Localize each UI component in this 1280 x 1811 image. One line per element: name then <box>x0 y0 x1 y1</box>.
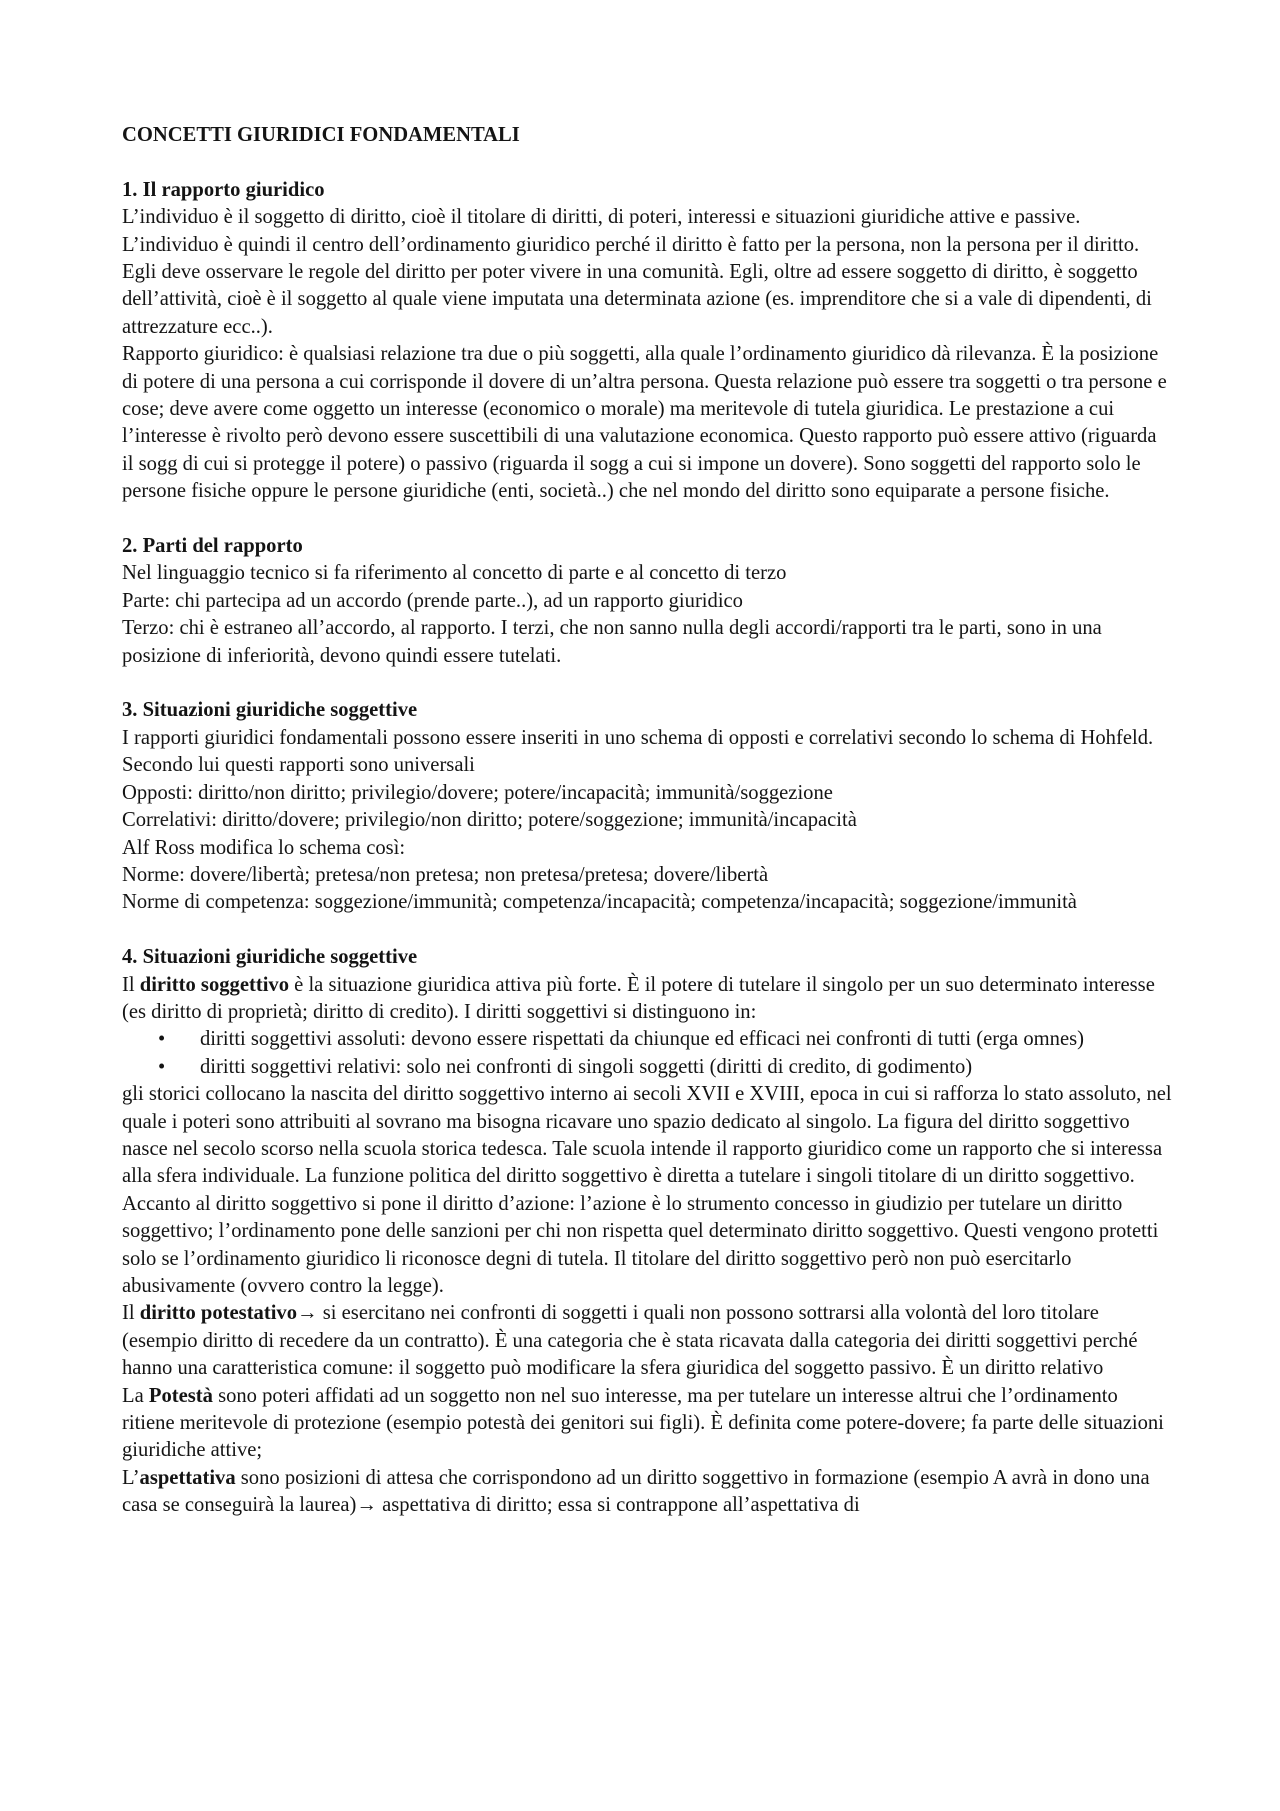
paragraph: Alf Ross modifica lo schema così: <box>122 836 406 859</box>
paragraph: gli storici collocano la nascita del diritto soggettivo interno ai secoli XVII e XVIII, epoca in cui si rafforza lo stato assoluto, nel quale i poteri sono attribuiti al sovrano ma bisogna ricavare uno spazio dedicato al singolo. La figura del diritto soggettivo nasce nel secolo scorso nella scuola storica tedesca. Tale scuola intende il rapporto giuridico come un rapporto che si interessa alla sfera individuale. La funzione politica del diritto soggettivo è diretta a tutelare i singoli titolare di un diritto soggettivo. Accanto al diritto soggettivo si pone il diritto d’azione: l’azione è lo strumento concesso in giudizio per tutelare un diritto soggettivo; l’ordinamento pone delle sanzioni per chi non rispetta quel determinato diritto soggettivo. Questi vengono protetti solo se l’ordinamento giuridico li riconosce degni di tutela. Il titolare del diritto soggettivo però non può esercitarlo abusivamente (ovvero contro la legge). <box>122 1083 1172 1297</box>
section-heading: 1. Il rapporto giuridico <box>122 178 325 201</box>
paragraph: Norme di competenza: soggezione/immunità; competenza/incapacità; competenza/incapacità; soggezione/immunità <box>122 891 1077 914</box>
paragraph-diritto-potestativo <box>122 1300 1172 1382</box>
text-run: Il <box>122 1302 140 1325</box>
section-parti-del-rapporto <box>122 533 1172 670</box>
document-title: CONCETTI GIURIDICI FONDAMENTALI <box>122 124 520 146</box>
paragraph-diritto-soggettivo <box>122 972 1172 1027</box>
text-run: L’ <box>122 1466 140 1489</box>
text-run: è la situazione giuridica attiva più forte. È il potere di tutelare il singolo per un suo determinato interesse (es diritto di proprietà; diritto di credito). I diritti soggettivi si distinguono in: <box>122 973 1155 1023</box>
text-run: → si esercitano nei confronti di soggetti i quali non possono sottrarsi alla volontà del loro titolare (esempio diritto di recedere da un contratto). È una categoria che è stata ricavata dalla categoria dei diritti soggettivi perché hanno una caratteristica comune: il soggetto può modificare la sfera giuridica del soggetto passivo. È un diritto relativo <box>122 1302 1138 1380</box>
bold-term: aspettativa <box>139 1466 236 1489</box>
bullet-list <box>122 1026 1172 1081</box>
paragraph: Nel linguaggio tecnico si fa riferimento al concetto di parte e al concetto di terzo <box>122 562 787 585</box>
paragraph: Terzo: chi è estraneo all’accordo, al rapporto. I terzi, che non sanno nulla degli accordi/rapporti tra le parti, sono in una posizione di inferiorità, devono quindi essere tutelati. <box>122 617 1102 667</box>
paragraph: Parte: chi partecipa ad un accordo (prende parte..), ad un rapporto giuridico <box>122 589 743 612</box>
paragraph: Correlativi: diritto/dovere; privilegio/non diritto; potere/soggezione; immunità/incapacità <box>122 809 857 832</box>
section-rapporto-giuridico <box>122 177 1172 506</box>
paragraph: Rapporto giuridico: è qualsiasi relazione tra due o più soggetti, alla quale l’ordinamento giuridico dà rilevanza. È la posizione di potere di una persona a cui corrisponde il dovere di un’altra persona. Questa relazione può essere tra soggetti o tra persone e cose; deve avere come oggetto un interesse (economico o morale) ma meritevole di tutela giuridica. Le prestazione a cui l’interesse è rivolto però devono essere suscettibili di una valutazione economica. Questo rapporto può essere attivo (riguarda il sogg di cui si protegge il potere) o passivo (riguarda il sogg a cui si impone un dovere). Sono soggetti del rapporto solo le persone fisiche oppure le persone giuridiche (enti, società..) che nel mondo del diritto sono equiparate a persone fisiche. <box>122 343 1167 503</box>
list-item <box>158 1054 1172 1081</box>
paragraph: Norme: dovere/libertà; pretesa/non pretesa; non pretesa/pretesa; dovere/libertà <box>122 863 769 886</box>
bold-term: Potestà <box>148 1384 213 1407</box>
paragraph-aspettativa <box>122 1465 1172 1520</box>
list-item <box>158 1026 1172 1053</box>
bullet-icon: • <box>158 1055 166 1078</box>
section-heading: 4. Situazioni giuridiche soggettive <box>122 946 418 969</box>
paragraph-potesta <box>122 1383 1172 1465</box>
text-run: sono poteri affidati ad un soggetto non nel suo interesse, ma per tutelare un interesse altrui che l’ordinamento ritiene meritevole di protezione (esempio potestà dei genitori sui figli). È definita come potere-dovere; fa parte delle situazioni giuridiche attive; <box>122 1384 1164 1462</box>
text-run: Il <box>122 973 140 996</box>
paragraph: Opposti: diritto/non diritto; privilegio/dovere; potere/incapacità; immunità/soggezione <box>122 781 833 804</box>
section-situazioni-giuridiche-4 <box>122 944 1172 1520</box>
bold-term: diritto soggettivo <box>139 973 290 996</box>
section-heading: 2. Parti del rapporto <box>122 535 303 558</box>
section-heading: 3. Situazioni giuridiche soggettive <box>122 699 418 722</box>
list-item-text: diritti soggettivi assoluti: devono essere rispettati da chiunque ed efficaci nei confronti di tutti (erga omnes) <box>200 1028 1084 1051</box>
section-situazioni-giuridiche-3 <box>122 697 1172 916</box>
list-item-text: diritti soggettivi relativi: solo nei confronti di singoli soggetti (diritti di credito, di godimento) <box>200 1055 973 1078</box>
text-run: La <box>122 1384 149 1407</box>
bold-term: diritto potestativo <box>139 1302 298 1325</box>
paragraph: L’individuo è il soggetto di diritto, cioè il titolare di diritti, di poteri, interessi e situazioni giuridiche attive e passive. L’individuo è quindi il centro dell’ordinamento giuridico perché il diritto è fatto per la persona, non la persona per il diritto. Egli deve osservare le regole del diritto per poter vivere in una comunità. Egli, oltre ad essere soggetto di diritto, è soggetto dell’attività, cioè è il soggetto al quale viene imputata una determinata azione (es. imprenditore che si a vale di dipendenti, di attrezzature ecc..). <box>122 206 1152 338</box>
text-run: sono posizioni di attesa che corrispondono ad un diritto soggettivo in formazione (esempio A avrà in dono una casa se conseguirà la laurea)→ aspettativa di diritto; essa si contrappone all’aspettativa di <box>122 1466 1150 1517</box>
bullet-icon: • <box>158 1028 166 1051</box>
document-page <box>122 122 1172 1547</box>
paragraph: I rapporti giuridici fondamentali possono essere inseriti in uno schema di opposti e correlativi secondo lo schema di Hohfeld. Secondo lui questi rapporti sono universali <box>122 726 1154 777</box>
